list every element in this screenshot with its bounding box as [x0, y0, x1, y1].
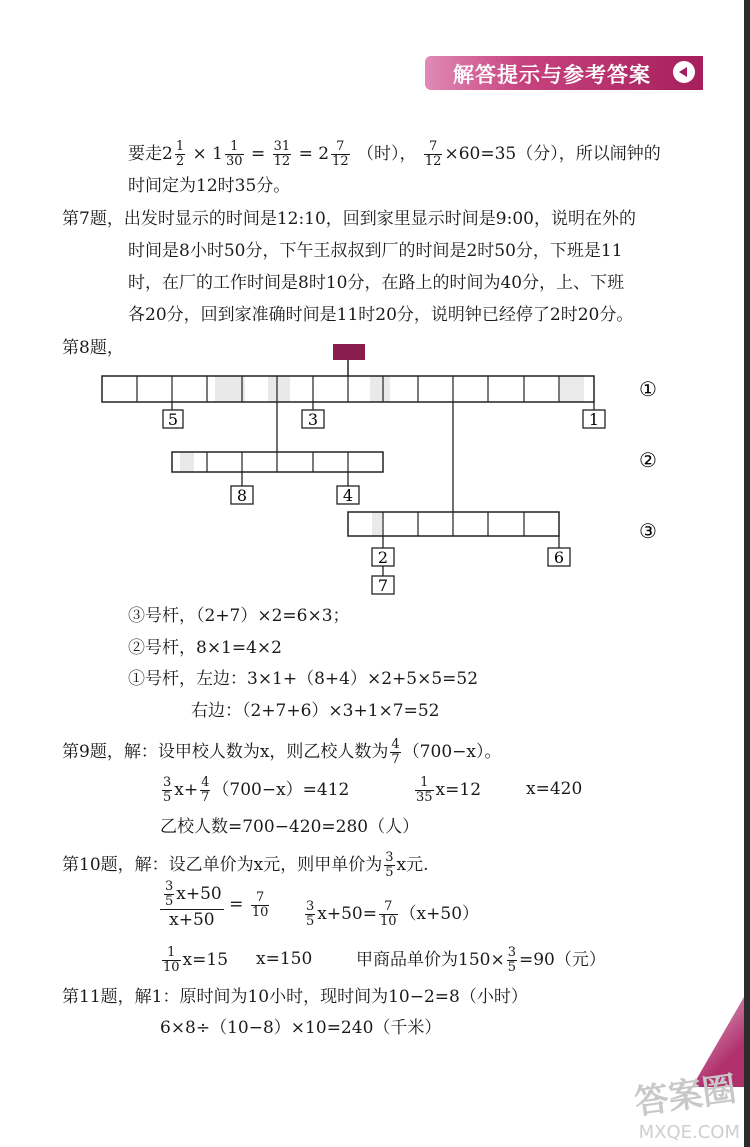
number: 1 [212, 144, 223, 164]
weight-label: 5 [167, 410, 179, 429]
q9-answer: 乙校人数=700−420=280（人） [160, 817, 420, 837]
q8-heading: 第8题， [62, 338, 124, 358]
rod-2 [172, 452, 383, 472]
q10-equation-1: $\frac{3}{5}$ x+50 x+50 = $\frac{7}{10}$ [160, 880, 271, 930]
q10-statement: 第10题，解：设乙单价为x元，则甲单价为 $\frac{3}{5}$ x元. [62, 850, 429, 880]
weight-label: 1 [588, 410, 600, 429]
number: 2 [162, 144, 173, 164]
operator: = [250, 144, 266, 164]
rod-label: ② [639, 448, 657, 472]
hanger-block [333, 344, 365, 360]
text: ×60=35（分），所以闹钟的 [444, 144, 661, 164]
fraction: $\frac{7}{12}$ [424, 139, 442, 169]
q7-line-1: 第7题，出发时显示的时间是12:10，回到家里显示时间是9:00，说明在外的 [62, 209, 636, 229]
rod-1 [102, 376, 594, 402]
q9-equation-3: x=420 [526, 779, 583, 799]
weight-label: 4 [342, 486, 354, 505]
operator: = [298, 144, 313, 164]
watermark-logo: 答案圈 [632, 1069, 739, 1123]
q10-equation-4: x=150 [256, 949, 313, 969]
left-arrow-icon [673, 61, 695, 83]
weight-label: 8 [236, 486, 248, 505]
fraction: $\frac{1}{2}$ [175, 139, 185, 169]
rod-label: ③ [639, 519, 657, 543]
section-banner [425, 56, 703, 90]
fraction: $\frac{1}{30}$ [226, 139, 243, 169]
q11-line-2: 6×8÷（10−8）×10=240（千米） [160, 1018, 442, 1038]
weight-label: 3 [307, 410, 319, 429]
fraction: $\frac{31}{12}$ [273, 139, 291, 169]
weight-label: 6 [553, 548, 565, 567]
q8-rod3: ③号杆，（2+7）×2=6×3； [128, 606, 350, 626]
q7-line-2: 时间是8小时50分，下午王叔叔到厂的时间是2时50分，下班是11 [128, 241, 623, 261]
number: 2 [318, 144, 330, 164]
text: 要走 [128, 144, 162, 164]
q9-equation-2: $\frac{1}{35}$ x=12 [416, 775, 482, 805]
watermark-url: MXQE.COM [638, 1122, 740, 1143]
q9-statement: 第9题，解：设甲校人数为x，则乙校人数为 $\frac{4}{7}$ （700−x）。 [62, 737, 502, 767]
answer-line-2: 时间定为12时35分。 [128, 176, 291, 196]
q11-line-1: 第11题，解1：原时间为10小时，现时间为10−2=8（小时） [62, 987, 528, 1007]
text: （时）， [357, 144, 417, 164]
q8-rod1-left: ①号杆，左边：3×1+（8+4）×2+5×5=52 [128, 669, 479, 689]
q8-rod1-right: 右边：（2+7+6）×3+1×7=52 [191, 701, 440, 721]
q8-rod2: ②号杆，8×1=4×2 [128, 638, 282, 658]
fraction: $\frac{4}{7}$ [391, 737, 400, 767]
q10-equation-5: 甲商品单价为150× $\frac{3}{5}$ =90（元） [356, 945, 606, 975]
weight-label: 2 [377, 548, 389, 567]
weight-label: 7 [377, 576, 389, 595]
operator: × [192, 144, 207, 164]
banner-title: 解答提示与参考答案 [453, 63, 651, 87]
rod-label: ① [639, 377, 657, 401]
q9-equation-1: $\frac{3}{5}$ x+ $\frac{4}{7}$ （700−x）=412 [163, 775, 350, 805]
q7-line-4: 各20分，回到家准确时间是11时20分，说明钟已经停了2时20分。 [128, 305, 634, 325]
lever-diagram [0, 340, 750, 600]
fraction: $\frac{7}{12}$ [332, 139, 349, 169]
q10-equation-2: $\frac{3}{5}$ x+50= $\frac{7}{10}$ （x+50） [306, 899, 480, 929]
q10-equation-3: $\frac{1}{10}$ x=15 [163, 945, 229, 975]
q7-line-3: 时，在厂的工作时间是8时10分，在路上的时间为40分，上、下班 [128, 273, 625, 293]
answer-line-1 [128, 140, 661, 169]
